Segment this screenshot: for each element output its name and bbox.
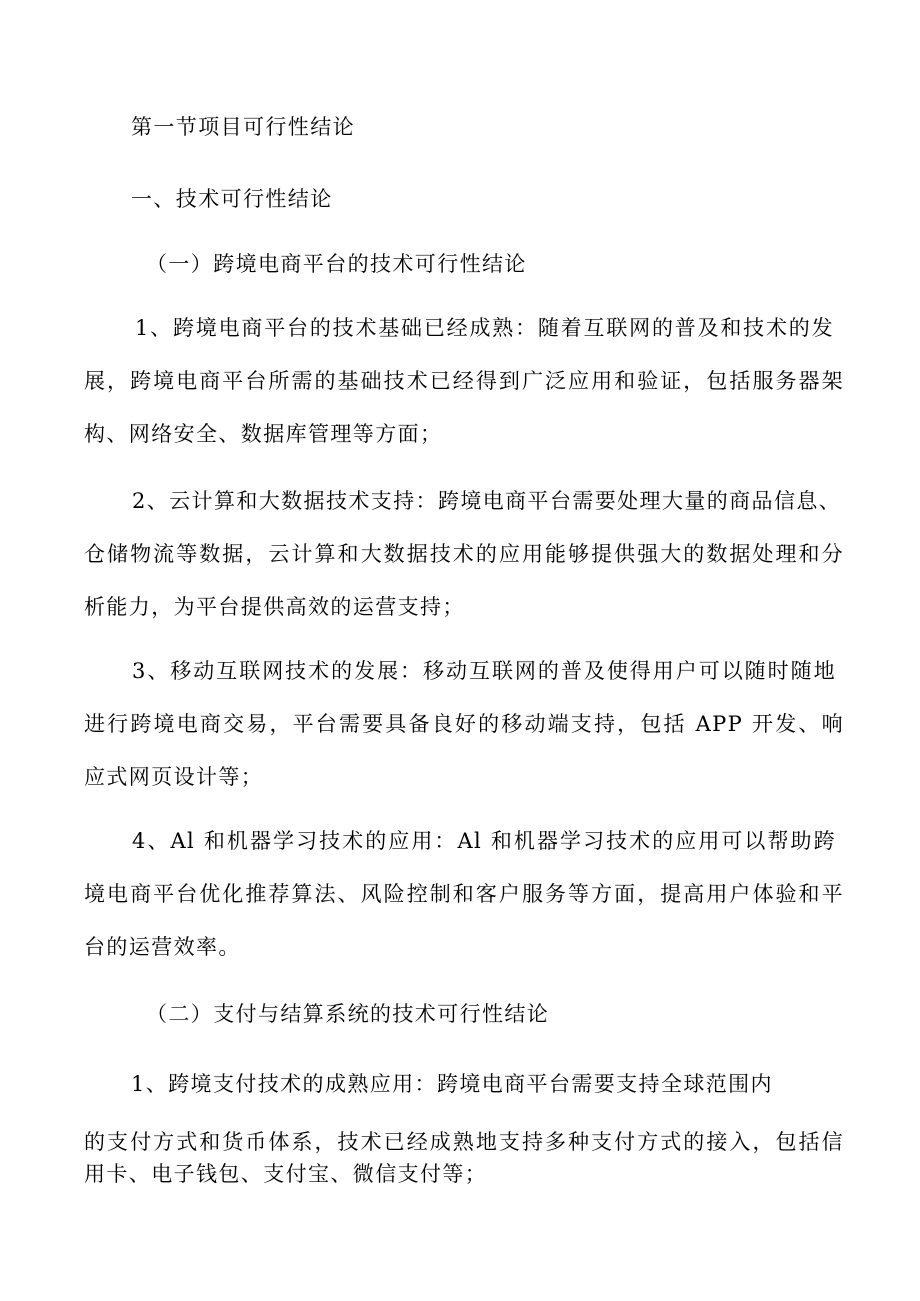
paragraph-line: 仓储物流等数据，云计算和大数据技术的应用能够提供强大的数据处理和分 (84, 542, 844, 566)
paragraph-line: 3、移动互联网技术的发展：移动互联网的普及使得用户可以随时随地 (132, 659, 836, 683)
subheading-payment-feasibility: （二）支付与结算系统的技术可行性结论 (146, 1002, 550, 1026)
paragraph-line: 4、Al 和机器学习技术的应用：Al 和机器学习技术的应用可以帮助跨 (132, 829, 836, 853)
heading-technical-feasibility: 一、技术可行性结论 (131, 187, 333, 211)
subheading-platform-feasibility: （一）跨境电商平台的技术可行性结论 (146, 252, 527, 276)
paragraph-line: 1、跨境电商平台的技术基础已经成熟：随着互联网的普及和技术的发 (135, 316, 834, 340)
paragraph-line: 的支付方式和货币体系，技术已经成熟地支持多种支付方式的接入，包括信 (84, 1130, 844, 1154)
paragraph-line: 展，跨境电商平台所需的基础技术已经得到广泛应用和验证，包括服务器架 (84, 369, 844, 393)
paragraph-line: 台的运营效率。 (84, 935, 241, 959)
paragraph-line: 1、跨境支付技术的成熟应用：跨境电商平台需要支持全球范围内 (131, 1072, 773, 1096)
section-title: 第一节项目可行性结论 (131, 115, 355, 139)
paragraph-line: 进行跨境电商交易，平台需要具备良好的移动端支持，包括 APP 开发、响 (84, 712, 844, 736)
paragraph-line: 析能力，为平台提供高效的运营支持； (84, 595, 465, 619)
paragraph-line: 用卡、电子钱包、支付宝、微信支付等； (84, 1162, 488, 1186)
paragraph-line: 构、网络安全、数据库管理等方面； (84, 422, 443, 446)
paragraph-line: 境电商平台优化推荐算法、风险控制和客户服务等方面，提高用户体验和平 (84, 882, 844, 906)
paragraph-line: 2、云计算和大数据技术支持：跨境电商平台需要处理大量的商品信息、 (132, 489, 842, 513)
paragraph-line: 应式网页设计等； (84, 765, 264, 789)
